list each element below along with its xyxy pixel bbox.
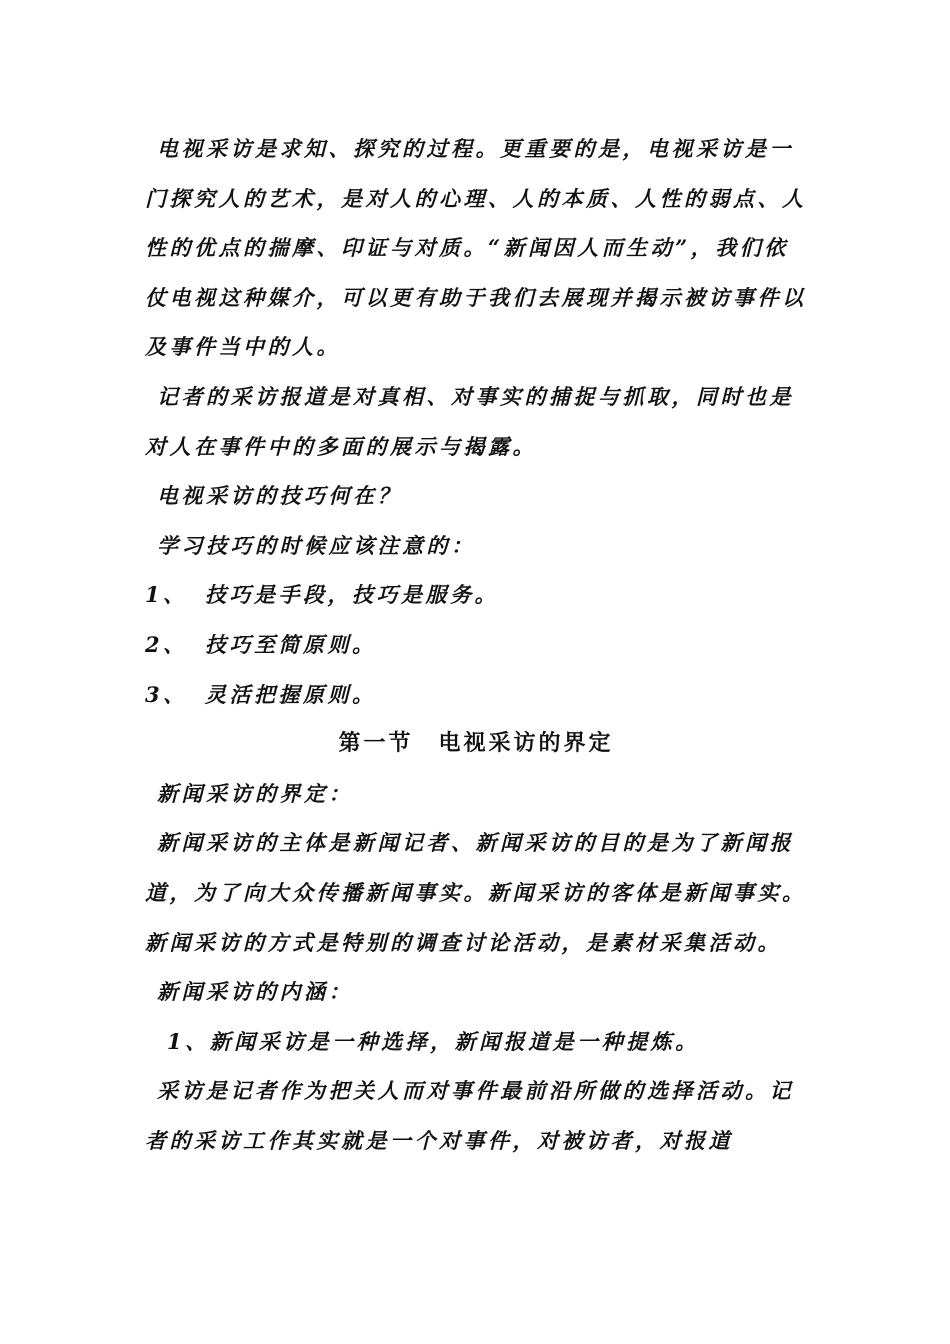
section-paragraph-selection: 采访是记者作为把关人而对事件最前沿所做的选择活动。记者的采访工作其实就是一个对事件，对被访者，对报道	[145, 1078, 794, 1153]
list-item	[145, 670, 807, 720]
intro-paragraph-2: 记者的采访报道是对真相、对事实的捕捉与抓取，同时也是对人在事件中的多面的展示与揭露。	[145, 383, 794, 459]
section-point-1: 1、新闻采访是一种选择，新闻报道是一种提炼。	[167, 1028, 700, 1054]
list-number: 3、	[145, 681, 188, 707]
list-item	[145, 620, 807, 670]
section-paragraph-definition: 新闻采访的主体是新闻记者、新闻采访的目的是为了新闻报道，为了向大众传播新闻事实。新闻采访的客体是新闻事实。新闻采访的方式是特别的调查讨论活动，是素材采集活动。	[145, 830, 807, 955]
list-text: 灵活把握原则。	[205, 681, 377, 707]
list-text: 技巧至简原则。	[205, 631, 377, 657]
list-item	[145, 570, 807, 620]
intro-note: 学习技巧的时候应该注意的：	[157, 532, 476, 558]
list-number: 2、	[145, 631, 188, 657]
section-subtitle-connotation: 新闻采访的内涵：	[157, 979, 353, 1005]
list-text: 技巧是手段，技巧是服务。	[205, 582, 499, 608]
intro-paragraph-1: 电视采访是求知、探究的过程。更重要的是，电视采访是一门探究人的艺术，是对人的心理、人的本质、人性的弱点、人性的优点的揣摩、印证与对质。“新闻因人而生动”，我们依仗电视这种媒介，可以更有助于我们去展现并揭示被访事件以及事件当中的人。	[145, 136, 807, 360]
document-body	[145, 124, 807, 1165]
intro-question: 电视采访的技巧何在？	[157, 483, 402, 509]
section-heading: 第一节 电视采访的界定	[338, 730, 614, 757]
list-number: 1、	[145, 582, 188, 608]
section-subtitle-definition: 新闻采访的界定：	[157, 780, 353, 806]
